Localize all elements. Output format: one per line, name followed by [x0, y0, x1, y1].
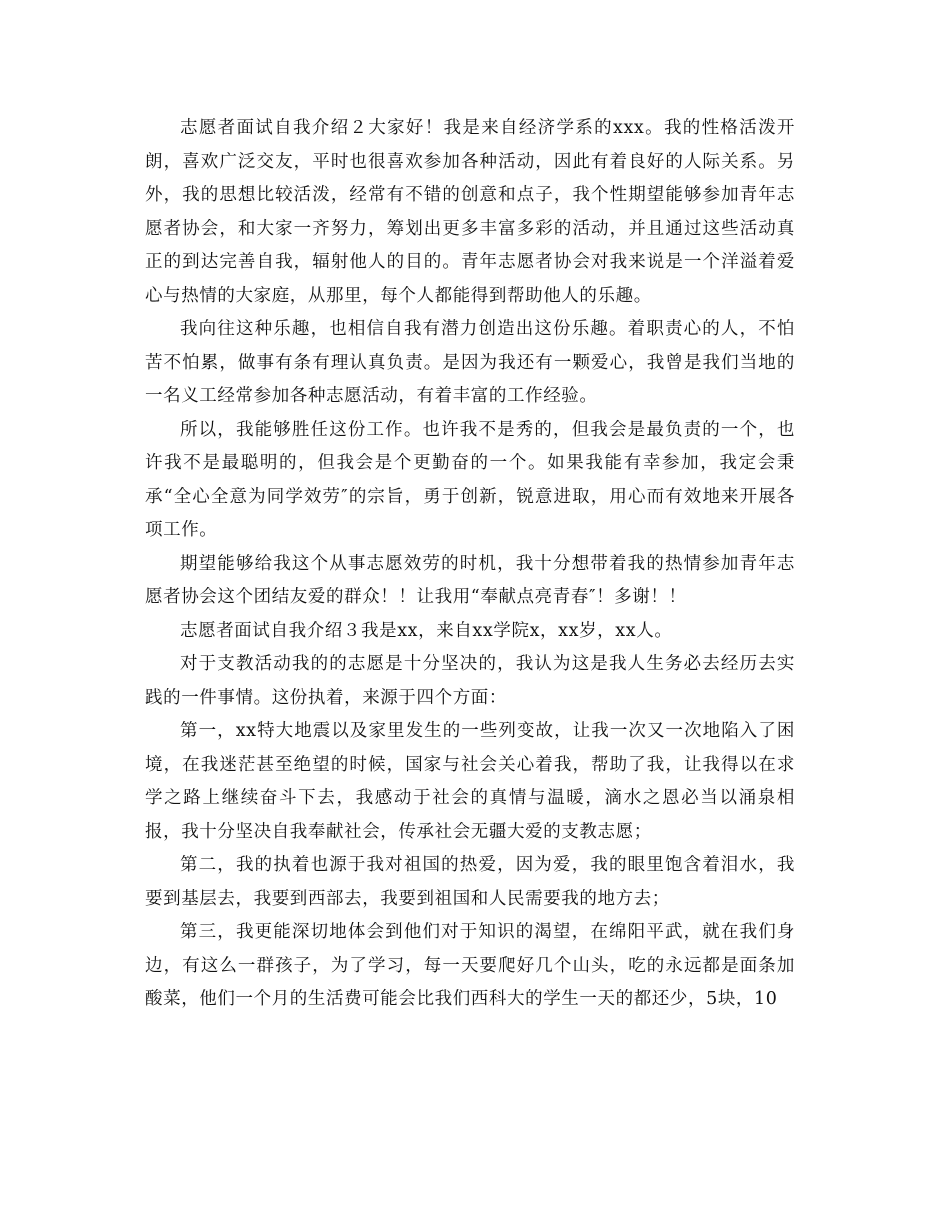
paragraph-commitment: 所以，我能够胜任这份工作。也许我不是秀的，但我会是最负责的一个，也许我不是最聪明的，但我会是个更勤奋的一个。如果我能有幸参加，我定会秉承“全心全意为同学效劳″的宗旨，勇于创新，锐意进取，用心而有效地来开展各项工作。 — [145, 419, 795, 540]
paragraph-closing: 期望能够给我这个从事志愿效劳的时机，我十分想带着我的热情参加青年志愿者协会这个团结友爱的群众！！让我用“奉献点亮青春″！多谢！！ — [145, 553, 795, 607]
paragraph-intro-2: 志愿者面试自我介绍２大家好！我是来自经济学系的xxx。我的性格活泼开朗，喜欢广泛交友，平时也很喜欢参加各种活动，因此有着良好的人际关系。另外，我的思想比较活泼，经常有不错的创意和点子，我个性期望能够参加青年志愿者协会，和大家一齐努力，筹划出更多丰富多彩的活动，并且通过这些活动真正的到达完善自我，辐射他人的目的。青年志愿者协会对我来说是一个洋溢着爱心与热情的大家庭，从那里，每个人都能得到帮助他人的乐趣。 — [145, 118, 795, 306]
paragraph-teaching-resolve: 对于支教活动我的的志愿是十分坚决的，我认为这是我人生务必去经历去实践的一件事情。这份执着，来源于四个方面： — [145, 654, 795, 708]
paragraph-intro-3: 志愿者面试自我介绍３我是xx，来自xx学院x，xx岁，xx人。 — [180, 620, 673, 641]
paragraph-reason-second: 第二，我的执着也源于我对祖国的热爱，因为爱，我的眼里饱含着泪水，我要到基层去，我要到西部去，我要到祖国和人民需要我的地方去； — [145, 855, 795, 909]
paragraph-reason-third: 第三，我更能深切地体会到他们对于知识的渴望，在绵阳平武，就在我们身边，有这么一群孩子，为了学习，每一天要爬好几个山头，吃的永远都是面条加酸菜，他们一个月的生活费可能会比我们西科大的学生一天的都还少，5块，10 — [145, 922, 795, 1009]
paragraph-reason-first: 第一，xx特大地震以及家里发生的一些列变故，让我一次又一次地陷入了困境，在我迷茫甚至绝望的时候，国家与社会关心着我，帮助了我，让我得以在求学之路上继续奋斗下去，我感动于社会的真情与温暖，滴水之恩必当以涌泉相报，我十分坚决自我奉献社会，传承社会无疆大爱的支教志愿； — [145, 721, 795, 842]
document-page — [145, 112, 795, 1017]
paragraph-aspiration: 我向往这种乐趣，也相信自我有潜力创造出这份乐趣。着职责心的人，不怕苦不怕累，做事有条有理认真负责。是因为我还有一颗爱心，我曾是我们当地的一名义工经常参加各种志愿活动，有着丰富的工作经验。 — [145, 319, 795, 406]
